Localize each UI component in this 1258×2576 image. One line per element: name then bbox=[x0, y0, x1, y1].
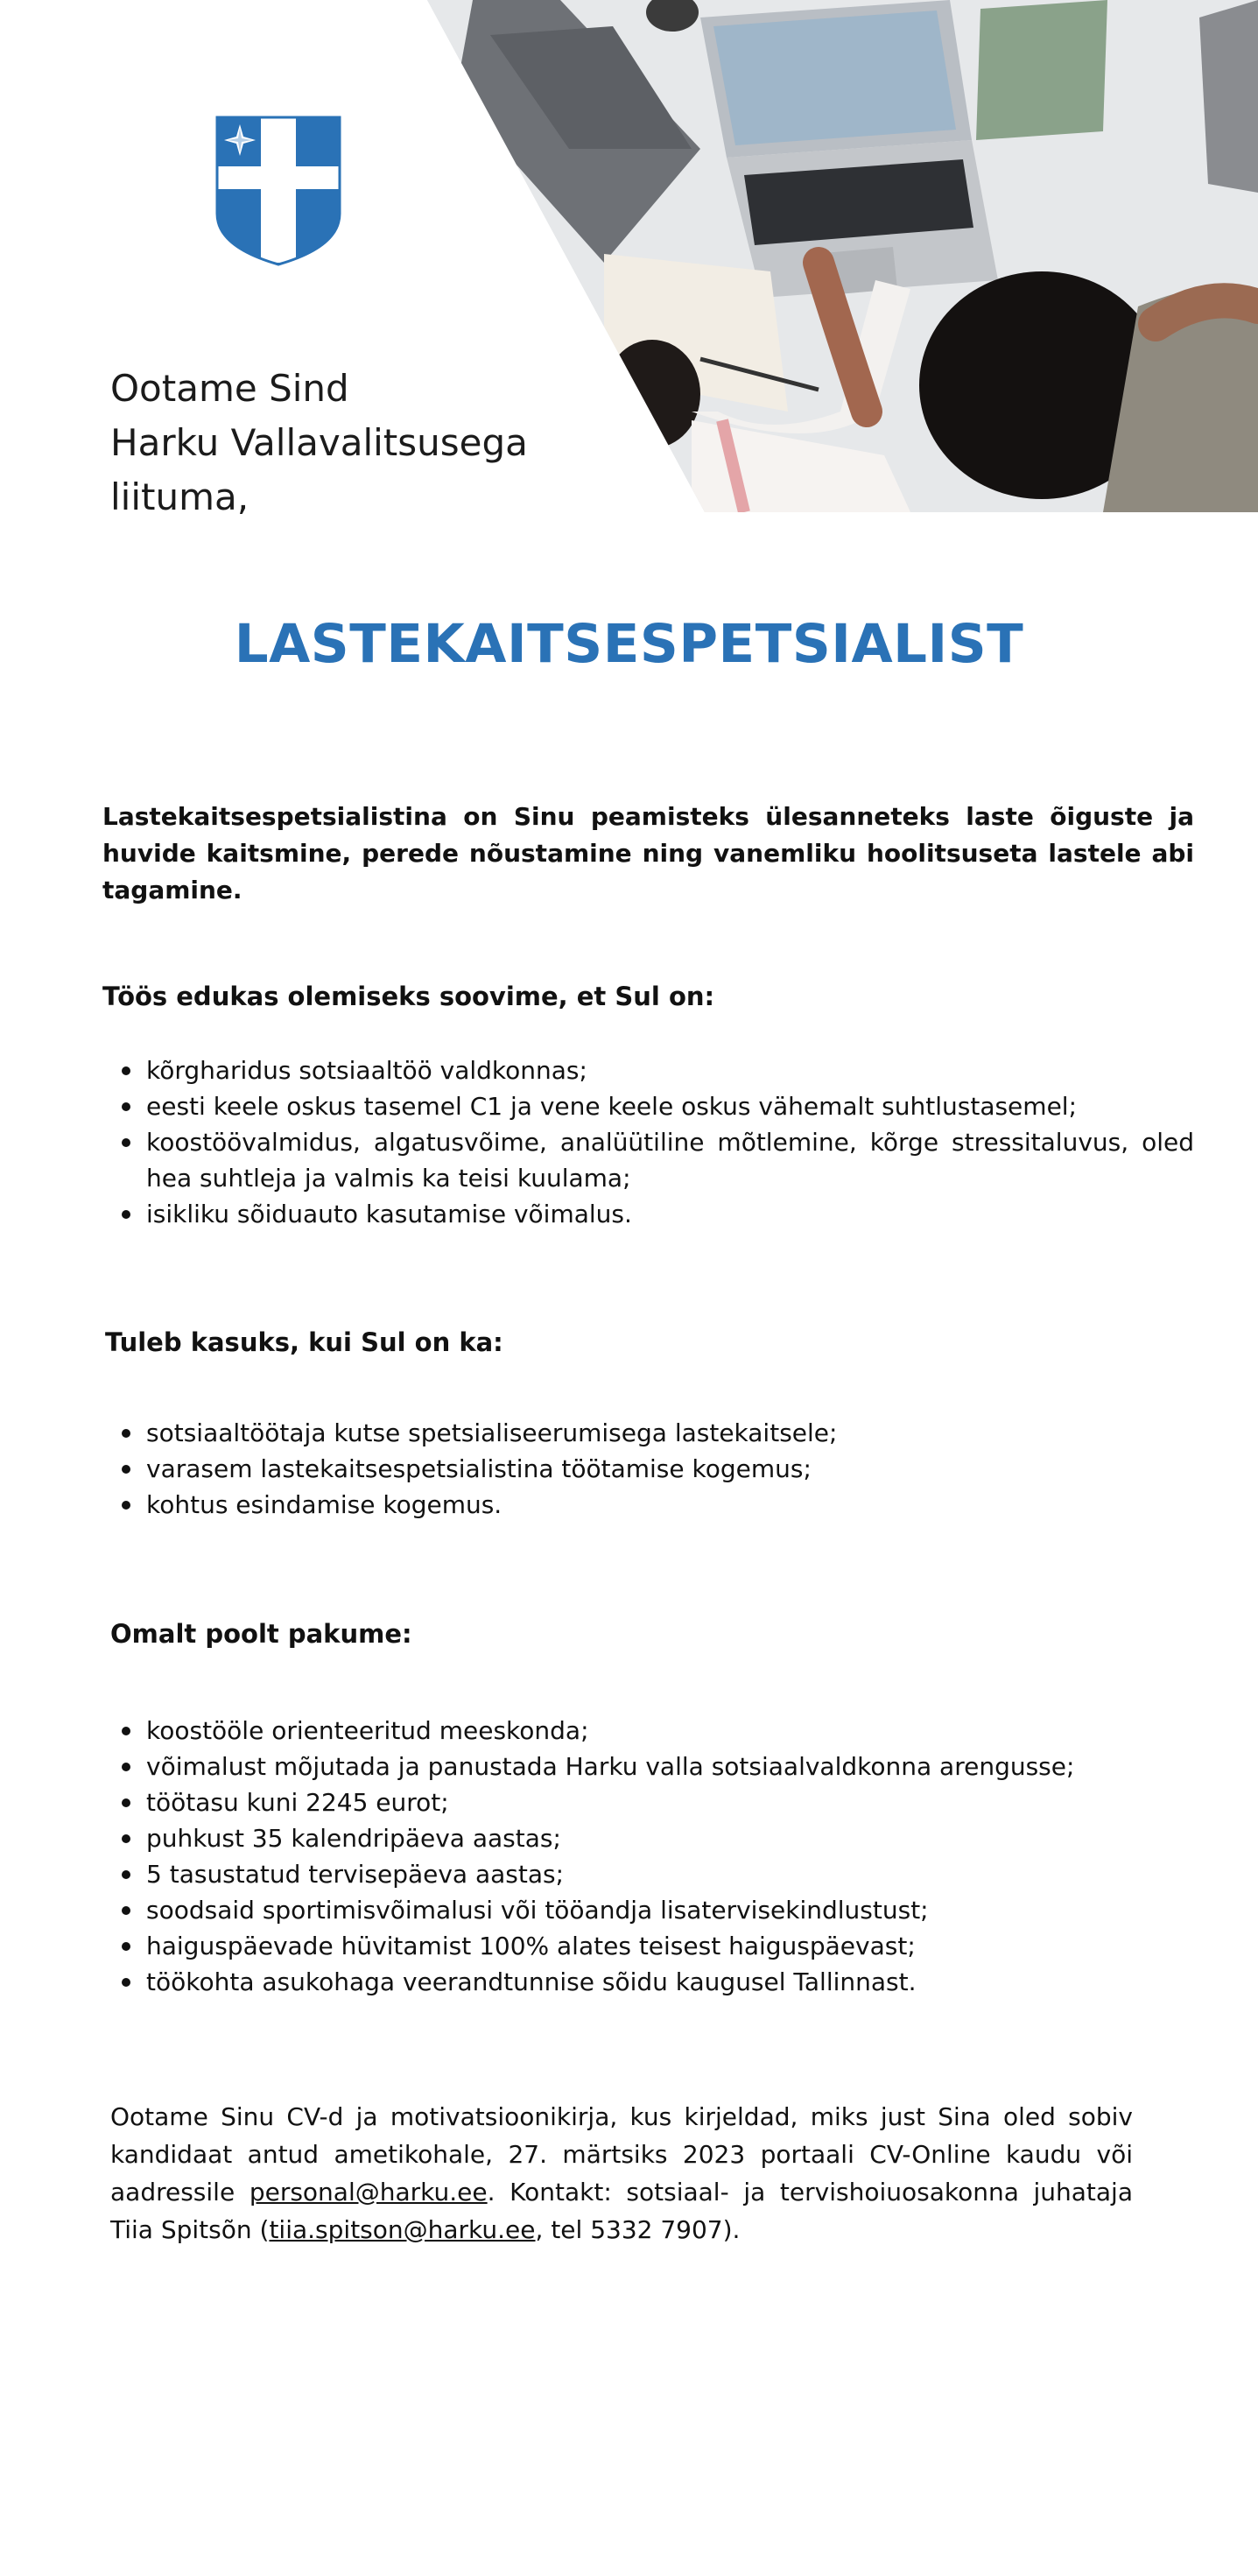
list-item: isikliku sõiduauto kasutamise võimalus. bbox=[102, 1196, 1194, 1232]
offer-list bbox=[102, 1713, 1194, 2000]
list-item: kõrgharidus sotsiaaltöö valdkonnas; bbox=[102, 1052, 1194, 1088]
tagline-line: Harku Vallavalitsusega bbox=[110, 421, 528, 464]
application-instructions bbox=[110, 2098, 1133, 2249]
list-item: varasem lastekaitsespetsialistina töötamise kogemus; bbox=[102, 1451, 1194, 1487]
intro-paragraph: Lastekaitsespetsialistina on Sinu peamisteks ülesanneteks laste õiguste ja huvide kaitsmine, perede nõustamine ning vanemliku hoolitsuseta lastele abi tagamine. bbox=[102, 802, 1194, 904]
list-item: koostöövalmidus, algatusvõime, analüütiline mõtlemine, kõrge stressitaluvus, oled hea suhtleja ja valmis ka teisi kuulama; bbox=[102, 1124, 1194, 1196]
list-item: eesti keele oskus tasemel C1 ja vene keele oskus vähemalt suhtlustasemel; bbox=[102, 1088, 1194, 1124]
hero-banner bbox=[0, 0, 1258, 518]
list-item: soodsaid sportimisvõimalusi või tööandja lisatervisekindlustust; bbox=[102, 1892, 1194, 1928]
harku-coat-of-arms-icon bbox=[215, 116, 341, 266]
job-title: LASTEKAITSESPETSIALIST bbox=[234, 613, 1024, 675]
closing-text: Ootame Sinu CV-d ja motivatsioonikirja, kus kirjeldad, miks just Sina oled sobiv kandidaat antud ametikohale, 27. märtsiks 2023 portaali CV-Online kaudu või aadressile bbox=[110, 2102, 1133, 2206]
list-item: haiguspäevade hüvitamist 100% alates teisest haiguspäevast; bbox=[102, 1928, 1194, 1964]
list-item: võimalust mõjutada ja panustada Harku valla sotsiaalvaldkonna arengusse; bbox=[102, 1749, 1194, 1784]
tagline-line: Ootame Sind bbox=[110, 367, 349, 410]
list-item: koostööle orienteeritud meeskonda; bbox=[102, 1713, 1194, 1749]
tagline-line: liituma, bbox=[110, 475, 249, 518]
list-item: sotsiaaltöötaja kutse spetsialiseerumisega lastekaitsele; bbox=[102, 1415, 1194, 1451]
advantages-list bbox=[102, 1415, 1194, 1523]
list-item: töökohta asukohaga veerandtunnise sõidu kaugusel Tallinnast. bbox=[102, 1964, 1194, 2000]
hero-tagline bbox=[110, 362, 528, 524]
closing-text: , tel 5332 7907). bbox=[535, 2215, 741, 2244]
requirements-heading: Töös edukas olemiseks soovime, et Sul on: bbox=[102, 982, 715, 1011]
email-link-personal[interactable]: personal@harku.ee bbox=[249, 2178, 488, 2206]
email-link-contact[interactable]: tiia.spitson@harku.ee bbox=[269, 2215, 536, 2244]
list-item: puhkust 35 kalendripäeva aastas; bbox=[102, 1820, 1194, 1856]
list-item: töötasu kuni 2245 eurot; bbox=[102, 1784, 1194, 1820]
closing-text: . Kontakt: sotsiaal- ja tervishoiuosakonna juhataja Tiia Spitsõn ( bbox=[110, 2178, 1133, 2244]
list-item: 5 tasustatud tervisepäeva aastas; bbox=[102, 1856, 1194, 1892]
advantages-heading: Tuleb kasuks, kui Sul on ka: bbox=[105, 1327, 503, 1357]
requirements-list bbox=[102, 1052, 1194, 1232]
offer-heading: Omalt poolt pakume: bbox=[110, 1619, 412, 1649]
list-item: kohtus esindamise kogemus. bbox=[102, 1487, 1194, 1523]
